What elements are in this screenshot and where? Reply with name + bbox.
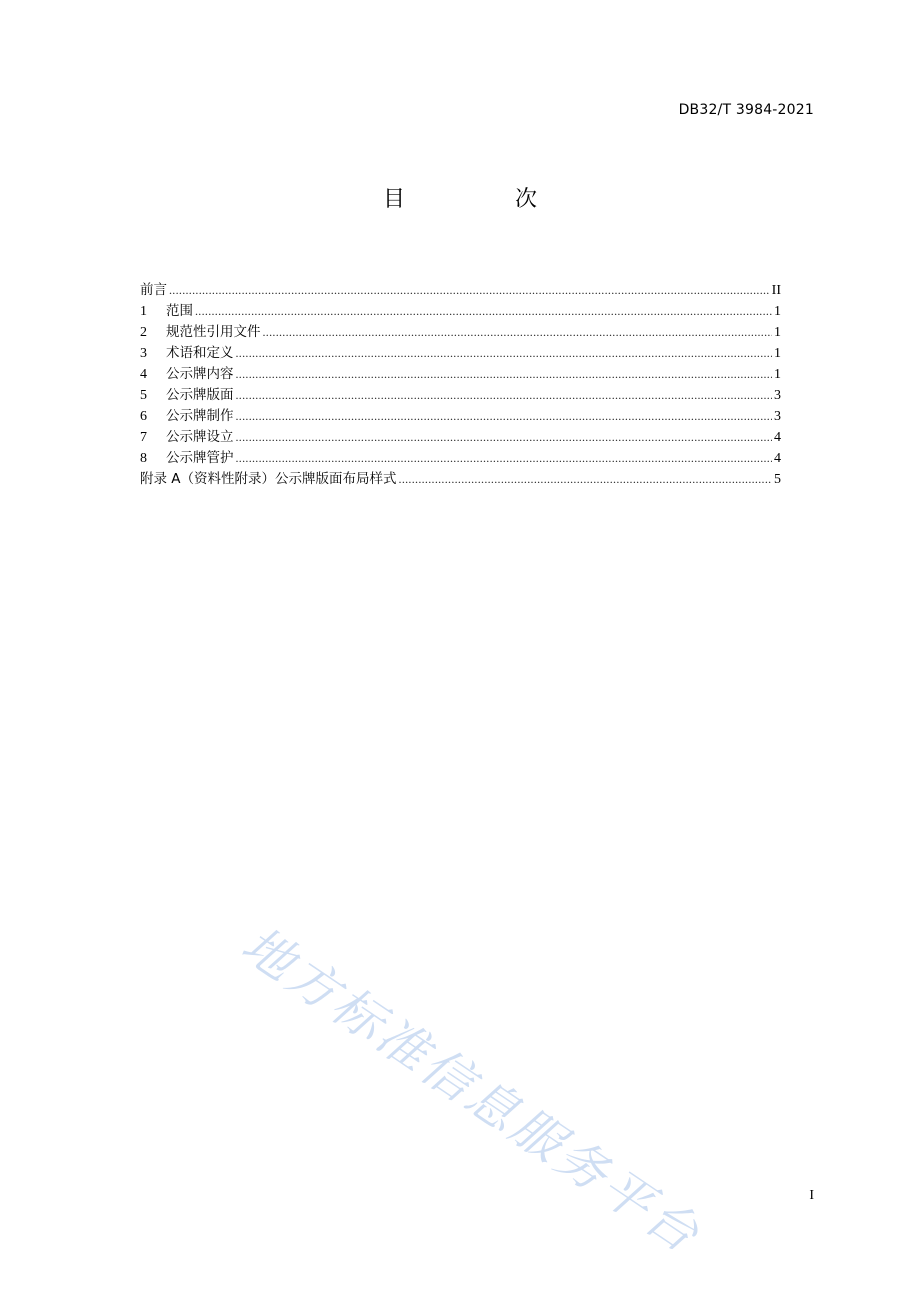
toc-entry-title: 公示牌制作: [166, 408, 234, 424]
toc-entry-3[interactable]: [140, 343, 781, 364]
toc-leader-dots: [195, 301, 772, 322]
toc-entry-title: 规范性引用文件: [166, 324, 261, 340]
toc-section-number: 6: [140, 409, 147, 424]
toc-page-number: 3: [774, 409, 781, 424]
toc-leader-dots: [399, 469, 772, 490]
toc-entry-title: 术语和定义: [166, 345, 234, 361]
toc-page-number: 4: [774, 451, 781, 466]
page-number: I: [809, 1188, 814, 1203]
toc-section-number: 5: [140, 388, 147, 403]
toc-entry-8[interactable]: [140, 448, 781, 469]
toc-section-number: 7: [140, 430, 147, 445]
toc-section-number: 4: [140, 367, 147, 382]
toc-page-number: 1: [774, 346, 781, 361]
toc-page-number: 4: [774, 430, 781, 445]
toc-leader-dots: [236, 343, 773, 364]
toc-page-number: 1: [774, 367, 781, 382]
toc-leader-dots: [236, 406, 773, 427]
toc-entry-5[interactable]: [140, 385, 781, 406]
toc-entry-1[interactable]: [140, 301, 781, 322]
toc-entry-title: 公示牌内容: [166, 366, 234, 382]
toc-entry-title: 附录 A（资料性附录）公示牌版面布局样式: [140, 471, 397, 487]
toc-page-number: II: [771, 283, 781, 298]
toc-page-number: 1: [774, 304, 781, 319]
watermark: 地方标准信息服务平台: [231, 915, 712, 1266]
toc-entry-title: 公示牌设立: [166, 429, 234, 445]
toc-entry-4[interactable]: [140, 364, 781, 385]
toc-entry-7[interactable]: [140, 427, 781, 448]
toc-leader-dots: [236, 385, 773, 406]
toc-section-number: 3: [140, 346, 147, 361]
toc-entry-title: 公示牌版面: [166, 387, 234, 403]
toc-section-number: 2: [140, 325, 147, 340]
toc-entry-2[interactable]: [140, 322, 781, 343]
toc-entry-title: 前言: [140, 282, 167, 298]
toc-entry-appendix-a[interactable]: [140, 469, 781, 490]
toc-leader-dots: [236, 427, 773, 448]
toc-page-number: 1: [774, 325, 781, 340]
toc-section-number: 8: [140, 451, 147, 466]
toc-title: 目 次: [382, 187, 581, 212]
toc-section-number: 1: [140, 304, 147, 319]
toc-leader-dots: [169, 280, 770, 301]
toc-leader-dots: [236, 448, 773, 469]
toc-entry-foreword[interactable]: [140, 280, 781, 301]
document-code: DB32/T 3984-2021: [678, 102, 814, 118]
table-of-contents: [140, 280, 781, 490]
toc-entry-6[interactable]: [140, 406, 781, 427]
toc-entry-title: 范围: [166, 303, 193, 319]
toc-entry-title: 公示牌管护: [166, 450, 234, 466]
toc-leader-dots: [263, 322, 773, 343]
toc-page-number: 5: [774, 472, 781, 487]
toc-leader-dots: [236, 364, 773, 385]
toc-page-number: 3: [774, 388, 781, 403]
